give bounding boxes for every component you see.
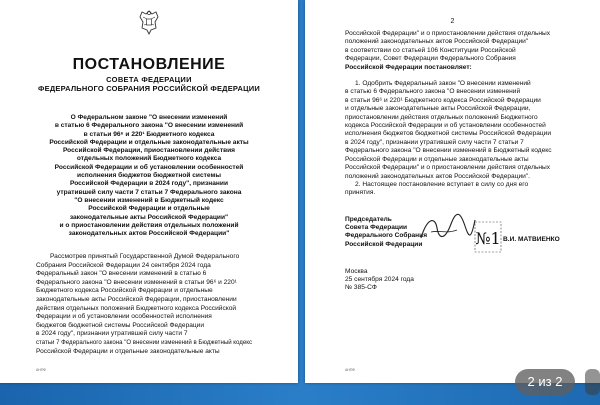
- document-body-page-1: [36, 253, 274, 356]
- item-1-line: Федерального закона "О внесении изменений в Бюджетный кодекс: [345, 147, 552, 155]
- item-1-line: в 2024 году", признании утратившей силу части 7 статьи 7: [345, 138, 524, 146]
- subject-line: исполнения бюджетов бюджетной системы: [77, 172, 221, 180]
- signatory-line: Российской Федерации: [345, 240, 423, 248]
- stamp-number-icon: [473, 218, 505, 256]
- number-line: № 385-СФ: [345, 284, 377, 292]
- signatory-line: Совета Федерации: [345, 224, 408, 232]
- item-1-line: Российской Федерации и отдельные законодательные акты: [345, 155, 529, 163]
- body-line: Российской Федерации и отдельные законодательные акты: [36, 347, 220, 355]
- subject-line: отдельных положений Бюджетного кодекса: [76, 155, 222, 163]
- document-title: ПОСТАНОВЛЕНИЕ: [72, 56, 226, 73]
- subject-line: Российской Федерации и об установлении особенностей: [54, 163, 244, 171]
- body-line: Федерации, Совет Федерации Федерального Собрания: [345, 55, 516, 63]
- item-1-line: исполнения бюджетов бюджетной системы Российской Федерации: [345, 130, 552, 138]
- subject-line: "О внесении изменений в Бюджетный кодекс: [74, 196, 224, 204]
- document-page-2: [305, 0, 600, 383]
- body-line: Федерации и об установлении особенностей исполнения: [36, 313, 212, 321]
- subject-line: в статьи 96⁶ и 220¹ Бюджетного кодекса: [83, 130, 215, 138]
- subject-line: в статью 6 Федерального закона "О внесении изменений: [54, 122, 244, 130]
- subject-line: утратившей силу части 7 статьи 7 Федерального закона: [56, 188, 242, 196]
- place-date-block: [345, 268, 414, 293]
- signatory-name: В.И. МАТВИЕНКО: [503, 236, 560, 243]
- subject-line: Российской Федерации и отдельные: [88, 205, 210, 213]
- body-line: Бюджетного кодекса Российской Федерации и отдельные: [36, 287, 213, 295]
- body-line: законодательные акты Российской Федерации, приостановлении: [36, 295, 237, 303]
- scrollbar-thumb[interactable]: [585, 369, 600, 395]
- body-line: в соответствии со статьей 106 Конституции Российской: [345, 46, 516, 54]
- subject-line: О Федеральном законе "О внесении изменений: [70, 114, 228, 121]
- signatory-block: [345, 216, 427, 249]
- signatory-line: Председатель: [345, 216, 392, 223]
- subject-line: Российской Федерации в 2024 году", признании: [69, 180, 229, 188]
- item-1-line: приостановлении действия отдельных положений Бюджетного: [345, 113, 538, 121]
- item-1-line: в статью 6 Федерального закона "О внесении изменений: [345, 88, 521, 96]
- body-line: Рассмотрев принятый Государственной Думой Федерального: [50, 253, 240, 260]
- item-1-line: кодекса Российской Федерации и об установлении особенностей: [345, 122, 546, 130]
- subject-line: и о приостановлении действия отдельных положений: [59, 221, 239, 229]
- item-1-line: 1. Одобрить Федеральный закон "О внесении изменений: [355, 80, 531, 88]
- document-org-line-2: ФЕДЕРАЛЬНОГО СОБРАНИЯ РОССИЙСКОЙ ФЕДЕРАЦИИ: [38, 84, 260, 93]
- body-line: Федеральный закон "О внесении изменений в статью 6: [36, 270, 207, 278]
- body-line: Российской Федерации постановляет:: [345, 63, 472, 71]
- coat-of-arms-icon: [137, 8, 161, 36]
- item-1-line: и отдельные законодательные акты Российской Федерации,: [345, 105, 531, 113]
- subject-line: законодательные акты Российской Федерации": [69, 213, 229, 221]
- body-line: статьи 7 Федерального закона "О внесении изменений в Бюджетный кодекс: [36, 338, 253, 346]
- stamp-label: №1: [475, 229, 501, 248]
- document-subject: [28, 114, 270, 238]
- paragraph-gap: [345, 72, 575, 80]
- subject-line: законодательных актов Российской Федерации": [68, 230, 230, 238]
- item-1-line: Российской Федерации" и о приостановлении действия отдельных: [345, 164, 551, 172]
- footer-code: АНПФ: [345, 368, 356, 372]
- item-1-line: положений законодательных актов Российской Федерации".: [345, 172, 531, 180]
- body-line: положений законодательных актов Российской Федерации": [345, 38, 529, 46]
- place-line: Москва: [345, 268, 368, 275]
- body-line: Российской Федерации" и о приостановлении действия отдельных: [345, 30, 551, 37]
- signatory-line: Федерального Собрания: [345, 232, 428, 240]
- item-2-line: принятия.: [345, 189, 376, 197]
- page-counter-badge: 2 из 2: [515, 369, 575, 395]
- item-1-line: в статьи 96⁶ и 220¹ Бюджетного кодекса Российской Федерации: [345, 96, 541, 104]
- body-line: бюджетов бюджетной системы Российской Федерации: [36, 321, 205, 329]
- document-body-page-2: [345, 30, 575, 198]
- subject-line: Российской Федерации и отдельные законодательные акты: [49, 138, 249, 146]
- body-line: Собрания Российской Федерации 24 сентября 2024 года: [36, 261, 211, 269]
- item-2-line: 2. Настоящее постановление вступает в силу со дня его: [355, 180, 529, 188]
- date-line: 25 сентября 2024 года: [345, 276, 414, 284]
- body-line: действия отдельных положений Бюджетного кодекса Российской: [36, 304, 237, 312]
- body-line: Федерального закона "О внесении изменений в статьи 96⁶ и 220¹: [36, 278, 237, 286]
- footer-code: АНПФ: [36, 368, 47, 372]
- subject-line: Российской Федерации, приостановлении действия: [62, 147, 236, 155]
- document-org-line-1: СОВЕТА ФЕДЕРАЦИИ: [106, 75, 192, 84]
- document-page-1: [0, 0, 298, 383]
- page-number: 2: [450, 18, 455, 25]
- body-line: в 2024 году", признании утратившей силу части 7: [36, 330, 188, 338]
- signature-scribble: [417, 210, 477, 246]
